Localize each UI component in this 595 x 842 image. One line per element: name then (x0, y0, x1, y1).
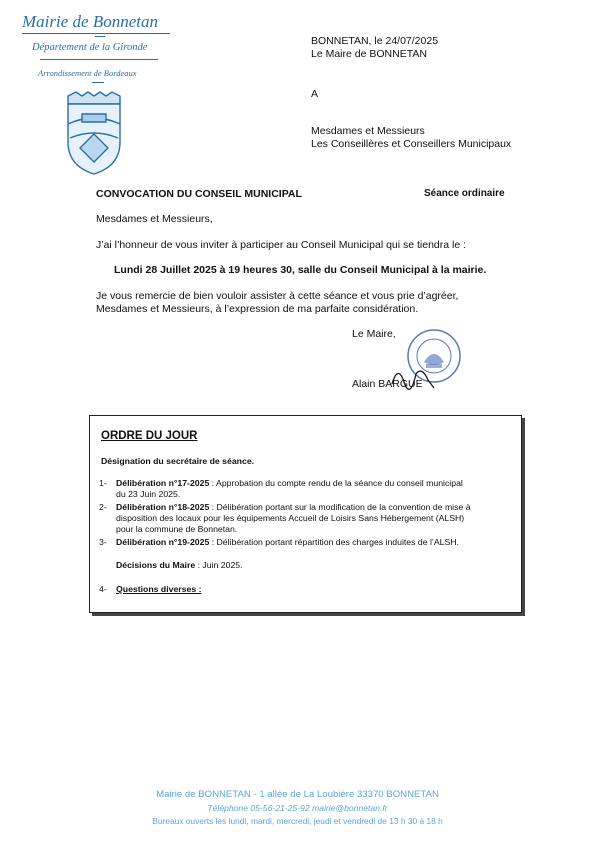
agenda-title: ORDRE DU JOUR (101, 430, 198, 442)
intro-paragraph: J’ai l’honneur de vous inviter à participer au Conseil Municipal qui se tiendra le : (96, 239, 467, 251)
agenda-item-number: 1- (99, 478, 107, 488)
agenda-item-2-cont-2: pour la commune de Bonnetan. (116, 524, 238, 534)
session-type: Séance ordinaire (424, 188, 505, 199)
agenda-item-1 (116, 478, 516, 489)
agenda-item-2-cont: disposition des locaux pour les équipements Accueil de Loisirs Sans Hébergement (ALSH) (116, 513, 465, 523)
questions-diverses: Questions diverses : (116, 584, 202, 594)
meeting-details: Lundi 28 Juillet 2025 à 19 heures 30, salle du Conseil Municipal à la mairie. (114, 264, 487, 276)
footer-address: Mairie de BONNETAN - 1 allée de La Loubière 33370 BONNETAN (156, 789, 439, 800)
arrondissement-text: Arrondissement de Bordeaux (38, 68, 137, 78)
agenda-item-3 (116, 537, 516, 548)
closing-line-1: Je vous remercie de bien vouloir assister à cette séance et vous prie d’agréer, (96, 290, 459, 302)
agenda-item-label: Délibération n°19-2025 (116, 537, 210, 547)
agenda-item-number: 4- (99, 584, 107, 594)
decisions-label: Décisions du Maire (116, 560, 196, 570)
recipient-to: A (311, 88, 319, 100)
signature-role: Le Maire, (352, 328, 396, 340)
agenda-decisions (116, 560, 243, 571)
letterhead-ornament-2 (92, 82, 104, 83)
agenda-item-text: : Approbation du compte rendu de la séance du conseil municipal (209, 478, 463, 488)
municipal-crest-logo (62, 90, 126, 176)
agenda-item-text: : Délibération portant répartition des charges induites de l’ALSH. (209, 537, 459, 547)
sender: Le Maire de BONNETAN (311, 48, 427, 60)
salutation: Mesdames et Messieurs, (96, 213, 213, 225)
agenda-item-label: Délibération n°17-2025 (116, 478, 210, 488)
mairie-title: Mairie de Bonnetan (22, 12, 158, 31)
recipient-line-2: Les Conseillères et Conseillers Municipaux (311, 138, 512, 150)
signature-name: Alain BARGUE (352, 378, 423, 390)
decisions-text: : Juin 2025. (195, 560, 243, 570)
agenda-item-text: : Délibération portant sur la modification de la convention de mise à (209, 502, 471, 512)
agenda-secretary: Désignation du secrétaire de séance. (101, 456, 255, 466)
closing-line-2: Mesdames et Messieurs, à l’expression de ma parfaite considération. (96, 303, 419, 315)
letterhead-rule (22, 33, 170, 34)
letterhead-ornament (95, 36, 105, 37)
recipient-line-1: Mesdames et Messieurs (311, 125, 425, 137)
agenda-item-label: Délibération n°18-2025 (116, 502, 210, 512)
departement-text: Département de la Gironde (32, 42, 148, 53)
agenda-item-number: 3- (99, 537, 107, 547)
footer-contact: Téléphone 05-56-21-25-92 mairie@bonnetan.fr (207, 803, 388, 813)
letterhead-rule-2 (40, 59, 158, 60)
place-date: BONNETAN, le 24/07/2025 (311, 35, 439, 47)
agenda-item-1-cont: du 23 Juin 2025. (116, 489, 181, 499)
convocation-title: CONVOCATION DU CONSEIL MUNICIPAL (96, 188, 302, 200)
footer-hours: Bureaux ouverts les lundi, mardi, mercredi, jeudi et vendredi de 13 h 30 à 18 h (152, 816, 443, 826)
agenda-item-number: 2- (99, 502, 107, 512)
agenda-item-2 (116, 502, 516, 513)
